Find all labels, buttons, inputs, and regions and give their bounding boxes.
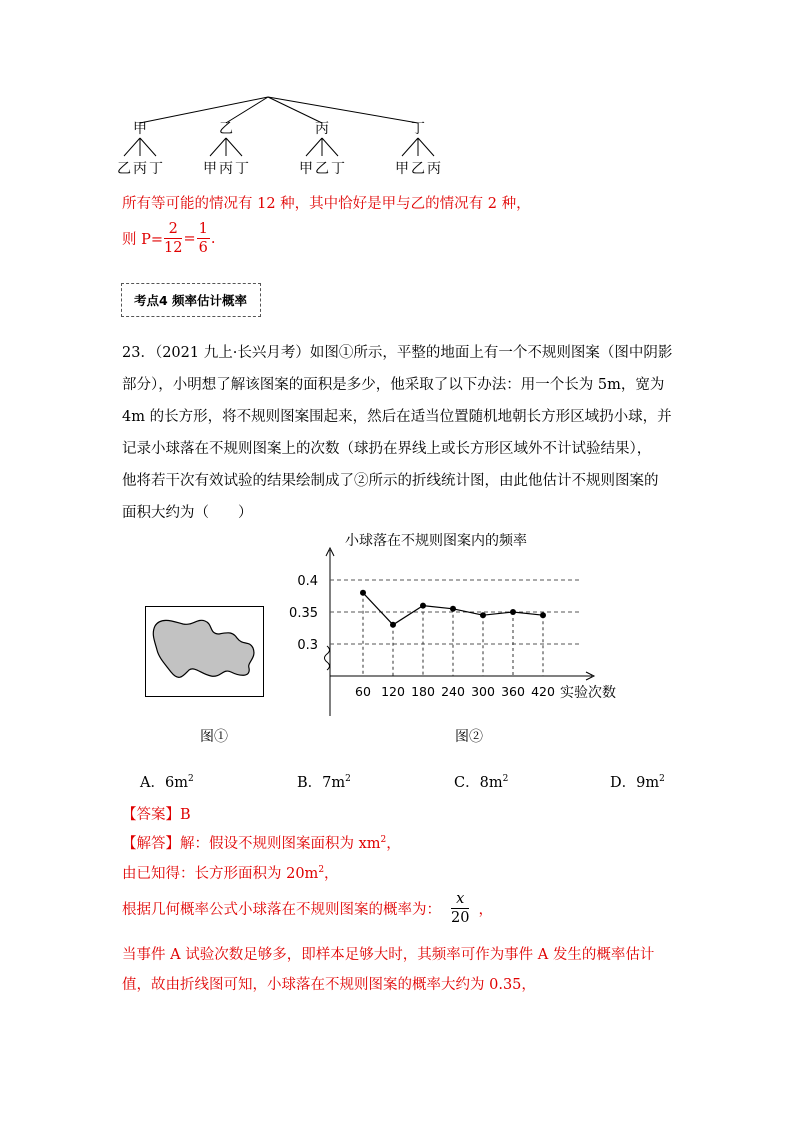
data-point (450, 606, 456, 612)
x-tick-label: 420 (531, 684, 555, 699)
y-tick-label: 0.35 (289, 606, 318, 621)
frac-num: 2 (164, 220, 182, 239)
tree-leaf: 丁 (149, 161, 163, 177)
superscript: 2 (502, 774, 509, 785)
y-tick-label: 0.3 (297, 638, 318, 653)
data-point (420, 603, 426, 609)
y-tick-label: 0.4 (297, 574, 318, 589)
comma: ， (478, 902, 493, 918)
assume-text: 【解答】解：假设不规则图案面积为 xm (122, 836, 381, 852)
tree-leaf: 丁 (331, 161, 345, 177)
option-b-text: B．7m (297, 775, 346, 791)
frac-den: 6 (198, 240, 208, 256)
data-point (360, 590, 366, 596)
tree-node-1: 甲 (133, 121, 147, 137)
superscript: 2 (380, 835, 387, 846)
x-tick-label: 300 (471, 684, 495, 699)
x-tick-label: 360 (501, 684, 525, 699)
figure-1-caption: 图① (200, 729, 228, 745)
tree-leaf: 甲 (299, 161, 313, 177)
solution-line-last-1: 当事件 A 试验次数足够多，即样本足够大时，其频率可作为事件 A 发生的概率估计 (122, 947, 655, 963)
option-a (140, 771, 194, 792)
solution-known (122, 862, 339, 883)
option-c (454, 771, 508, 792)
data-point (540, 612, 546, 618)
option-a-text: A．6m (140, 775, 188, 791)
probability-line (122, 220, 215, 257)
solution-line-1: 所有等可能的情况有 12 种，其中恰好是甲与乙的情况有 2 种， (122, 196, 531, 212)
option-d-text: D．9m (610, 775, 660, 791)
solution-geo (122, 890, 493, 927)
answer-line: 【答案】B (122, 807, 191, 823)
comma: ， (324, 866, 339, 882)
fraction-2-12 (164, 220, 182, 257)
x-tick-label: 240 (441, 684, 465, 699)
option-c-text: C．8m (454, 775, 503, 791)
x-tick-label: 120 (381, 684, 405, 699)
comma: ， (386, 836, 401, 852)
question-line-2: 部分），小明想了解该图案的面积是多少，他采取了以下办法：用一个长为 5m，宽为 (122, 377, 665, 393)
period: . (210, 230, 216, 247)
option-b (297, 771, 351, 792)
tree-leaf: 丁 (235, 161, 249, 177)
question-line-6: 面积大约为（ ） (122, 505, 253, 521)
x-axis-label: 实验次数 (560, 685, 616, 701)
tree-leaf: 丙 (219, 161, 233, 177)
question-line-4: 记录小球落在不规则图案上的次数（球扔在界线上或长方形区域外不计试验结果）， (122, 441, 652, 457)
superscript: 2 (318, 865, 325, 876)
x-tick-label: 60 (355, 684, 371, 699)
figure-1-irregular-shape (145, 606, 265, 698)
frac-num: 1 (198, 221, 208, 237)
equals-sign: = (183, 230, 196, 247)
data-point (480, 612, 486, 618)
topic-box: 考点4 频率估计概率 (121, 283, 261, 317)
frac-den: 12 (164, 240, 183, 256)
prob-prefix: 则 P= (122, 232, 164, 248)
frac-den: 20 (451, 910, 470, 926)
tree-leaf: 乙 (117, 161, 131, 177)
data-point (510, 609, 516, 615)
tree-node-2: 乙 (219, 121, 233, 137)
superscript: 2 (659, 774, 665, 785)
geo-text: 根据几何概率公式小球落在不规则图案的概率为： (122, 902, 441, 918)
fraction-1-6 (197, 220, 210, 257)
tree-leaf: 甲 (395, 161, 409, 177)
known-text: 由已知得：长方形面积为 20m (122, 866, 319, 882)
tree-leaf: 乙 (411, 161, 425, 177)
chart-title: 小球落在不规则图案内的频率 (345, 533, 527, 549)
frac-num: x (451, 890, 469, 909)
tree-node-4: 丁 (411, 121, 425, 137)
figure-2-caption: 图② (455, 729, 483, 745)
superscript: 2 (187, 774, 194, 785)
tree-node-3: 丙 (315, 121, 329, 137)
tree-leaf: 乙 (315, 161, 329, 177)
tree-leaf: 甲 (203, 161, 217, 177)
solution-assume (122, 832, 401, 853)
question-line-5: 他将若干次有效试验的结果绘制成了②所示的折线统计图，由此他估计不规则图案的 (122, 473, 659, 489)
axis-break (325, 646, 330, 670)
fraction-x-20 (451, 890, 469, 927)
x-tick-label: 180 (411, 684, 435, 699)
solution-line-last-2: 值，故由折线图可知，小球落在不规则图案的概率大约为 0.35， (122, 977, 536, 993)
option-d (610, 771, 665, 792)
data-point (390, 622, 396, 628)
tree-leaf: 丙 (133, 161, 147, 177)
superscript: 2 (345, 774, 351, 785)
question-line-1: 23．（2021 九上·长兴月考）如图①所示，平整的地面上有一个不规则图案（图中阴影 (122, 345, 673, 361)
tree-leaf: 丙 (427, 161, 441, 177)
question-line-3: 4m 的长方形，将不规则图案围起来，然后在适当位置随机地朝长方形区域扔小球，并 (122, 409, 672, 425)
